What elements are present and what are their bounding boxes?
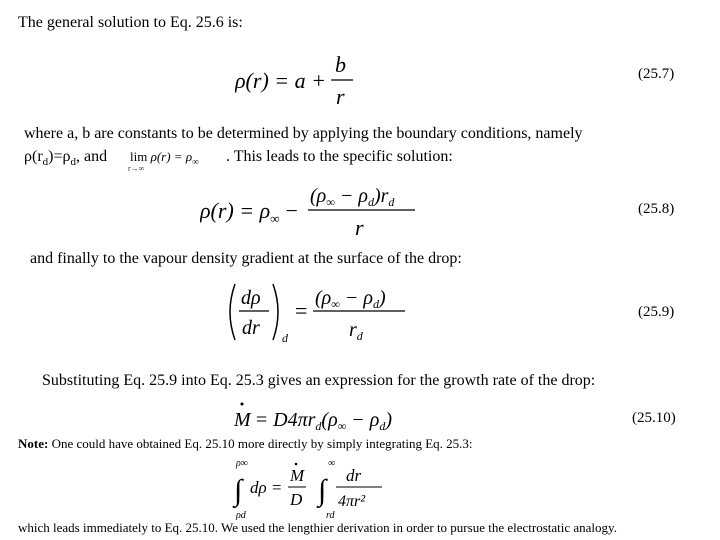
note-label: Note: bbox=[18, 436, 49, 451]
eq-number-25-9: (25.9) bbox=[638, 304, 675, 320]
eq-25-10-dot bbox=[241, 403, 244, 406]
equation-25-9 bbox=[225, 278, 425, 346]
substituting-text: Substituting Eq. 25.9 into Eq. 25.3 gives an expression for the growth rate of the drop: bbox=[42, 372, 596, 389]
bc-limit-expr: ρ(r) = ρ bbox=[150, 149, 193, 164]
closing-text: which leads immediately to Eq. 25.10. We used the lengthier derivation in order to pursue the electrostatic analogy. bbox=[18, 520, 617, 535]
svg-text:(ρ∞ − ρd)rd bbox=[310, 185, 395, 209]
equation-25-8 bbox=[200, 180, 440, 242]
bc-text-mid: )=ρ bbox=[48, 148, 71, 165]
eq-25-9-den-left: dr bbox=[242, 317, 260, 339]
eq-number-25-10: (25.10) bbox=[632, 410, 676, 426]
boundary-conditions-line bbox=[24, 148, 107, 168]
equation-25-7-graphic bbox=[235, 50, 365, 110]
eq-25-7-numerator: b bbox=[335, 52, 346, 77]
integral-frac2-num: dr bbox=[346, 466, 362, 485]
integral-equation-graphic bbox=[232, 456, 402, 520]
integral-sign-right: ∫ bbox=[318, 474, 327, 507]
integral-lower-left: ρd bbox=[236, 510, 246, 520]
eq-25-9-num-close: ) bbox=[378, 287, 386, 309]
svg-text:M= D4πrd(ρ∞ − ρd) bbox=[233, 409, 392, 433]
bc-limit-sub-inf: ∞ bbox=[192, 156, 199, 167]
eq-25-8-denominator: r bbox=[355, 215, 364, 240]
integral-sign-left: ∫ bbox=[234, 474, 243, 507]
eq-25-10-rhs-sub-inf: ∞ bbox=[337, 419, 347, 433]
eq-25-10-rhs-open: (ρ bbox=[321, 409, 338, 431]
eq-25-10-lhs: M bbox=[234, 409, 251, 431]
eq-25-10-rhs-sub-d2: d bbox=[379, 419, 386, 433]
equation-25-9-graphic bbox=[225, 278, 425, 346]
eq-25-8-lhs-sub: ∞ bbox=[270, 211, 280, 226]
note-text: One could have obtained Eq. 25.10 more directly by simply integrating Eq. 25.3: bbox=[48, 436, 473, 451]
eq-25-8-num-close: )r bbox=[373, 185, 389, 207]
svg-text:(ρ∞ − ρd) bbox=[315, 287, 386, 311]
eq-25-10-rhs-sub-d: d bbox=[315, 419, 322, 433]
integral-upper-right: ∞ bbox=[328, 458, 336, 469]
svg-text:rd bbox=[349, 319, 364, 343]
bc-limit-lim: lim bbox=[130, 149, 148, 164]
eq-25-9-num-open: (ρ bbox=[315, 287, 332, 309]
bc-limit-under: r→∞ bbox=[128, 164, 145, 173]
integral-upper-left: ρ∞ bbox=[236, 458, 248, 469]
eq-25-7-denominator: r bbox=[336, 84, 345, 109]
eq-25-10-rhs-minus: − ρ bbox=[346, 409, 380, 431]
eq-25-9-sub-d: d bbox=[282, 331, 288, 345]
eq-number-25-7: (25.7) bbox=[638, 66, 675, 82]
eq-25-8-num-minus: − ρ bbox=[334, 185, 368, 207]
integral-frac1-num: M bbox=[290, 466, 305, 485]
eq-25-9-num-minus: − ρ bbox=[339, 287, 373, 309]
eq-number-25-8: (25.8) bbox=[638, 201, 675, 217]
constants-text: where a, b are constants to be determined by applying the boundary conditions, namely bbox=[24, 125, 583, 142]
eq-25-8-num-sub-rd: d bbox=[388, 195, 395, 209]
eq-25-8-minus: − bbox=[285, 198, 298, 223]
equation-25-7 bbox=[235, 50, 365, 110]
equation-25-10-graphic bbox=[232, 398, 432, 434]
bc-sub-d2: d bbox=[70, 156, 76, 169]
equation-25-8-graphic bbox=[200, 180, 440, 242]
eq-25-7-lhs: ρ(r) = a + bbox=[235, 68, 326, 93]
bc-text-end: . This leads to the specific solution: bbox=[226, 148, 453, 165]
integral-lower-right: rd bbox=[326, 510, 335, 520]
eq-25-9-num-left: dρ bbox=[241, 287, 261, 309]
eq-25-9-denominator: r bbox=[349, 319, 357, 341]
intro-text: The general solution to Eq. 25.6 is: bbox=[18, 14, 243, 31]
eq-25-8-num-open: (ρ bbox=[310, 185, 327, 207]
note-line bbox=[18, 436, 473, 452]
eq-25-8-num-sub-inf: ∞ bbox=[326, 195, 335, 209]
eq-25-9-equals: = bbox=[295, 298, 308, 323]
integral-frac1-den: D bbox=[290, 490, 303, 509]
eq-25-8-lhs: ρ(r) = ρ bbox=[200, 198, 271, 223]
eq-25-9-num-sub-d: d bbox=[372, 297, 379, 311]
integral-equation bbox=[232, 456, 402, 520]
eq-25-9-num-sub-inf: ∞ bbox=[331, 297, 340, 311]
eq-25-9-denominator-sub: d bbox=[356, 329, 363, 343]
integral-mdot bbox=[295, 463, 298, 466]
eq-25-9-left-paren bbox=[230, 284, 235, 340]
eq-25-10-rhs-start: = D4πr bbox=[254, 409, 316, 431]
equation-25-10 bbox=[232, 398, 432, 434]
bc-sub-d1: d bbox=[42, 156, 49, 169]
integral-integrand-left: dρ = bbox=[250, 478, 283, 497]
eq-25-8-num-sub-d: d bbox=[367, 195, 374, 209]
bc-text-start: ρ(r bbox=[24, 148, 43, 165]
eq-25-9-right-paren bbox=[273, 284, 278, 340]
gradient-text: and finally to the vapour density gradient at the surface of the drop: bbox=[30, 250, 462, 267]
bc-text-and: , and bbox=[75, 148, 108, 165]
integral-frac2-den: 4πr² bbox=[338, 493, 366, 510]
svg-text:ρ(r) = ρ∞− bbox=[200, 198, 298, 226]
eq-25-10-rhs-close: ) bbox=[385, 409, 393, 431]
